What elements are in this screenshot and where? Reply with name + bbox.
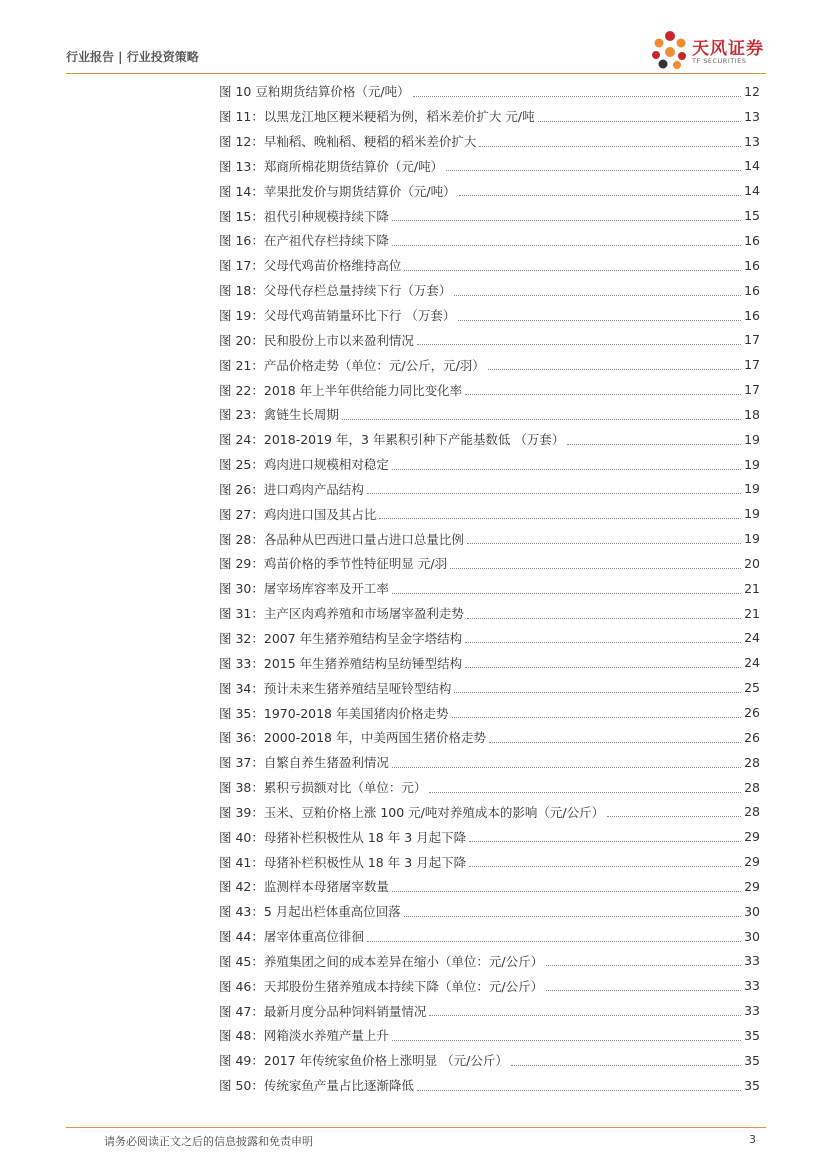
toc-entry-label: 图 31：主产区肉鸡养殖和市场屠宰盈利走势: [219, 606, 464, 622]
company-logo: [650, 30, 770, 70]
toc-leader-dots: [429, 792, 741, 793]
toc-entry-label: 图 47：最新月度分品种饲料销量情况: [219, 1003, 427, 1019]
toc-entry-page: 24: [744, 630, 760, 646]
toc-leader-dots: [392, 891, 741, 892]
toc-entry[interactable]: [219, 650, 760, 675]
toc-leader-dots: [465, 667, 741, 668]
toc-entry[interactable]: [219, 750, 760, 775]
toc-entry-label: 图 46：天邦股份生猪养殖成本持续下降（单位：元/公斤）: [219, 978, 544, 994]
toc-entry[interactable]: [219, 973, 760, 998]
toc-entry-page: 17: [744, 382, 760, 398]
toc-entry-label: 图 36：2000-2018 年，中美两国生猪价格走势: [219, 730, 486, 746]
toc-leader-dots: [488, 369, 741, 370]
toc-entry-page: 19: [744, 431, 760, 447]
toc-leader-dots: [379, 518, 741, 519]
logo-name-en: TF SECURITIES: [692, 57, 747, 65]
toc-leader-dots: [342, 419, 741, 420]
toc-entry[interactable]: [219, 576, 760, 601]
footer-divider: [66, 1127, 766, 1128]
toc-leader-dots: [392, 220, 741, 221]
toc-entry[interactable]: [219, 377, 760, 402]
toc-leader-dots: [459, 195, 742, 196]
toc-entry-label: 图 21：产品价格走势（单位：元/公斤，元/羽）: [219, 357, 485, 373]
toc-entry-page: 21: [744, 605, 760, 621]
toc-entry-label: 图 33：2015 年生猪养殖结构呈纺锤型结构: [219, 655, 463, 671]
toc-leader-dots: [392, 245, 741, 246]
toc-entry-label: 图 48：网箱淡水养殖产量上升: [219, 1028, 389, 1044]
toc-entry[interactable]: [219, 924, 760, 949]
toc-entry-page: 20: [744, 555, 760, 571]
toc-entry[interactable]: [219, 178, 760, 203]
logo-name-cn: 天风证券: [692, 39, 764, 59]
toc-leader-dots: [511, 1065, 741, 1066]
toc-entry-label: 图 29：鸡苗价格的季节性特征明显 元/羽: [219, 556, 448, 572]
toc-entry[interactable]: [219, 402, 760, 427]
toc-entry[interactable]: [219, 675, 760, 700]
toc-entry-label: 图 30：屠宰场库容率及开工率: [219, 581, 389, 597]
toc-entry-page: 35: [744, 1052, 760, 1068]
toc-entry-label: 图 32：2007 年生猪养殖结构呈金字塔结构: [219, 630, 463, 646]
toc-entry-label: 图 37：自繁自养生猪盈利情况: [219, 755, 389, 771]
toc-entry-page: 35: [744, 1027, 760, 1043]
figure-list: [219, 79, 760, 1098]
toc-entry[interactable]: [219, 1023, 760, 1048]
toc-entry[interactable]: [219, 949, 760, 974]
toc-entry-page: 17: [744, 357, 760, 373]
toc-entry-page: 16: [744, 232, 760, 248]
toc-entry-page: 19: [744, 531, 760, 547]
toc-entry-page: 28: [744, 804, 760, 820]
toc-leader-dots: [467, 618, 741, 619]
toc-leader-dots: [446, 170, 741, 171]
toc-leader-dots: [467, 543, 741, 544]
toc-entry[interactable]: [219, 477, 760, 502]
toc-leader-dots: [489, 742, 741, 743]
toc-leader-dots: [538, 121, 742, 122]
toc-leader-dots: [546, 965, 741, 966]
toc-leader-dots: [367, 493, 741, 494]
toc-entry-page: 28: [744, 779, 760, 795]
toc-entry[interactable]: [219, 203, 760, 228]
toc-entry-label: 图 22：2018 年上半年供给能力同比变化率: [219, 382, 463, 398]
toc-entry-page: 19: [744, 481, 760, 497]
toc-entry-page: 14: [744, 183, 760, 199]
toc-entry[interactable]: [219, 303, 760, 328]
toc-entry-page: 35: [744, 1077, 760, 1093]
toc-leader-dots: [546, 990, 741, 991]
toc-entry[interactable]: [219, 899, 760, 924]
toc-entry[interactable]: [219, 327, 760, 352]
toc-entry[interactable]: [219, 626, 760, 651]
toc-entry[interactable]: [219, 501, 760, 526]
toc-leader-dots: [454, 692, 741, 693]
toc-entry-page: 18: [744, 406, 760, 422]
toc-leader-dots: [607, 816, 741, 817]
toc-leader-dots: [465, 394, 741, 395]
header-divider: [66, 73, 766, 74]
toc-entry-label: 图 44：屠宰体重高位徘徊: [219, 929, 364, 945]
toc-entry-page: 16: [744, 282, 760, 298]
toc-entry-page: 19: [744, 456, 760, 472]
toc-leader-dots: [392, 767, 741, 768]
toc-entry-page: 33: [744, 1003, 760, 1019]
toc-entry[interactable]: [219, 154, 760, 179]
toc-entry-page: 16: [744, 307, 760, 323]
toc-entry-label: 图 16：在产祖代存栏持续下降: [219, 233, 389, 249]
toc-entry-label: 图 38：累积亏损额对比（单位：元）: [219, 780, 427, 796]
toc-entry-label: 图 49：2017 年传统家鱼价格上涨明显 （元/公斤）: [219, 1053, 508, 1069]
toc-entry-label: 图 26：进口鸡肉产品结构: [219, 481, 364, 497]
toc-entry-page: 13: [744, 108, 760, 124]
toc-leader-dots: [450, 568, 741, 569]
toc-entry-label: 图 40：母猪补栏积极性从 18 年 3 月起下降: [219, 829, 467, 845]
toc-entry-label: 图 24：2018-2019 年，3 年累积引种下产能基数低 （万套）: [219, 432, 565, 448]
toc-leader-dots: [429, 1015, 741, 1016]
toc-entry-page: 29: [744, 854, 760, 870]
toc-entry[interactable]: [219, 725, 760, 750]
toc-leader-dots: [367, 941, 741, 942]
toc-entry-label: 图 42：监测样本母猪屠宰数量: [219, 879, 389, 895]
toc-leader-dots: [454, 295, 741, 296]
toc-entry[interactable]: [219, 228, 760, 253]
toc-entry-page: 33: [744, 978, 760, 994]
toc-entry-label: 图 14：苹果批发价与期货结算价（元/吨）: [219, 183, 456, 199]
toc-entry-label: 图 41：母猪补栏积极性从 18 年 3 月起下降: [219, 854, 467, 870]
toc-entry-page: 17: [744, 332, 760, 348]
toc-entry[interactable]: [219, 824, 760, 849]
toc-entry[interactable]: [219, 1048, 760, 1073]
toc-entry-label: 图 11：以黑龙江地区粳米粳稻为例，稻米差价扩大 元/吨: [219, 109, 535, 125]
toc-entry[interactable]: [219, 1073, 760, 1098]
toc-leader-dots: [458, 320, 741, 321]
logo-flower-icon: [650, 30, 690, 72]
toc-entry[interactable]: [219, 700, 760, 725]
page-number: 3: [749, 1133, 756, 1146]
toc-entry-label: 图 15：祖代引种规模持续下降: [219, 208, 389, 224]
toc-entry[interactable]: [219, 874, 760, 899]
toc-entry-page: 28: [744, 754, 760, 770]
toc-entry-page: 29: [744, 878, 760, 894]
toc-leader-dots: [479, 146, 741, 147]
toc-leader-dots: [392, 1040, 741, 1041]
toc-entry-page: 30: [744, 903, 760, 919]
toc-entry-page: 33: [744, 953, 760, 969]
toc-entry-label: 图 35：1970-2018 年美国猪肉价格走势: [219, 705, 449, 721]
toc-entry-page: 29: [744, 829, 760, 845]
toc-entry-page: 25: [744, 680, 760, 696]
toc-entry[interactable]: [219, 278, 760, 303]
toc-entry-label: 图 43：5 月起出栏体重高位回落: [219, 904, 401, 920]
toc-entry-label: 图 45：养殖集团之间的成本差异在缩小（单位：元/公斤）: [219, 953, 544, 969]
toc-entry-page: 24: [744, 655, 760, 671]
toc-entry-page: 26: [744, 705, 760, 721]
toc-entry[interactable]: [219, 427, 760, 452]
toc-entry[interactable]: [219, 998, 760, 1023]
toc-entry-page: 13: [744, 133, 760, 149]
toc-entry-page: 21: [744, 580, 760, 596]
toc-entry-label: 图 39：玉米、豆粕价格上涨 100 元/吨对养殖成本的影响（元/公斤）: [219, 804, 605, 820]
toc-entry-label: 图 34：预计未来生猪养殖结呈哑铃型结构: [219, 680, 452, 696]
toc-entry[interactable]: [219, 352, 760, 377]
toc-entry-label: 图 19：父母代鸡苗销量环比下行 （万套）: [219, 308, 456, 324]
toc-entry-label: 图 27：鸡肉进口国及其占比: [219, 506, 377, 522]
toc-leader-dots: [469, 866, 741, 867]
toc-entry-page: 30: [744, 928, 760, 944]
toc-entry-label: 图 17：父母代鸡苗价格维持高位: [219, 258, 402, 274]
toc-entry-label: 图 28：各品种从巴西进口量占进口总量比例: [219, 531, 464, 547]
toc-entry-label: 图 50：传统家鱼产量占比逐渐降低: [219, 1078, 414, 1094]
toc-entry-page: 26: [744, 729, 760, 745]
toc-entry-page: 19: [744, 506, 760, 522]
toc-entry[interactable]: [219, 601, 760, 626]
toc-leader-dots: [567, 444, 741, 445]
toc-leader-dots: [392, 593, 741, 594]
toc-entry[interactable]: [219, 452, 760, 477]
toc-entry[interactable]: [219, 253, 760, 278]
toc-entry-page: 16: [744, 257, 760, 273]
toc-entry[interactable]: [219, 849, 760, 874]
toc-entry[interactable]: [219, 526, 760, 551]
toc-entry[interactable]: [219, 799, 760, 824]
toc-entry-label: 图 20：民和股份上市以来盈利情况: [219, 332, 414, 348]
report-category: 行业报告 | 行业投资策略: [66, 50, 199, 64]
toc-leader-dots: [404, 270, 741, 271]
toc-leader-dots: [417, 344, 741, 345]
toc-leader-dots: [452, 717, 742, 718]
toc-entry-page: 14: [744, 158, 760, 174]
toc-entry[interactable]: [219, 79, 760, 104]
footer-disclaimer: 请务必阅读正文之后的信息披露和免责申明: [104, 1135, 313, 1148]
toc-entry-label: 图 12：早籼稻、晚籼稻、粳稻的稻米差价扩大: [219, 134, 477, 150]
toc-leader-dots: [417, 1090, 741, 1091]
toc-entry-label: 图 23：禽链生长周期: [219, 407, 339, 423]
toc-leader-dots: [392, 469, 741, 470]
toc-entry-page: 15: [744, 208, 760, 224]
toc-entry-label: 图 18：父母代存栏总量持续下行（万套）: [219, 283, 452, 299]
toc-entry[interactable]: [219, 551, 760, 576]
toc-entry-label: 图 25：鸡肉进口规模相对稳定: [219, 457, 389, 473]
toc-entry[interactable]: [219, 129, 760, 154]
toc-entry[interactable]: [219, 104, 760, 129]
toc-leader-dots: [404, 916, 741, 917]
toc-leader-dots: [413, 96, 742, 97]
toc-entry-label: 图 10 豆粕期货结算价格（元/吨）: [219, 84, 410, 100]
toc-leader-dots: [465, 642, 741, 643]
toc-entry-page: 12: [744, 83, 760, 99]
toc-entry[interactable]: [219, 775, 760, 800]
toc-leader-dots: [469, 841, 741, 842]
toc-entry-label: 图 13：郑商所棉花期货结算价（元/吨）: [219, 158, 444, 174]
